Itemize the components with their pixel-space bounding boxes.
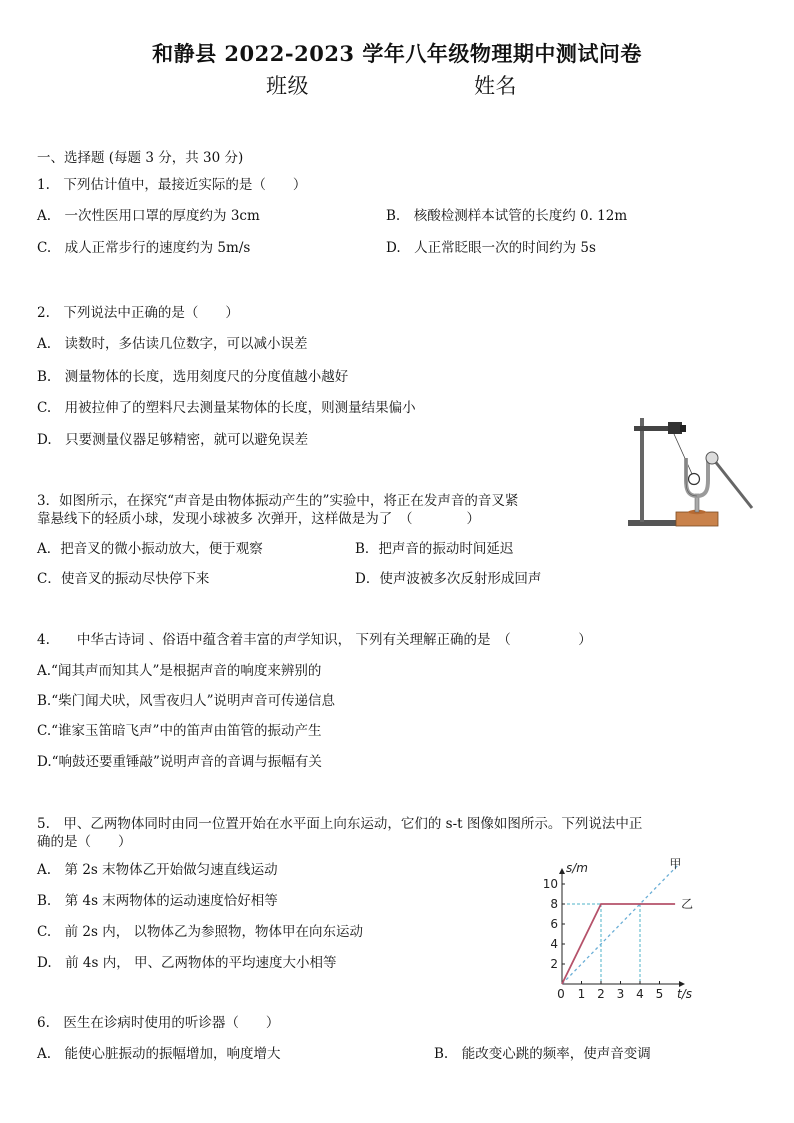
q3-stem-line1: 3．如图所示，在探究“声音是由物体振动产生的”实验中，将正在发声音的音叉紧 <box>37 493 519 509</box>
y-tick-label: 6 <box>550 917 558 931</box>
stand-clamp <box>668 422 682 434</box>
q6-option-a: A. 能使心脏振动的振幅增加，响度增大 <box>37 1046 281 1062</box>
q3-option-a: A．把音叉的微小振动放大，便于观察 <box>37 541 263 557</box>
q1-option-b: B. 核酸检测样本试管的长度约 0. 12m <box>386 208 628 224</box>
q2-option-a: A. 读数时，多估读几位数字，可以减小误差 <box>37 336 308 352</box>
name-label: 姓名 <box>474 74 517 98</box>
q1-option-d: D. 人正常眨眼一次的时间约为 5s <box>386 240 596 256</box>
y-axis-label: s/m <box>566 861 588 875</box>
q6-stem: 6. 医生在诊病时使用的听诊器（ ） <box>37 1015 280 1031</box>
x-tick-label: 5 <box>655 987 664 1001</box>
q5-option-b: B. 第 4s 末两物体的运动速度恰好相等 <box>37 893 278 909</box>
chart-series <box>562 864 679 984</box>
y-tick-label: 4 <box>550 937 558 951</box>
string <box>674 434 692 474</box>
chart-labels <box>543 857 693 1001</box>
x-axis-label: t/s <box>677 987 692 1001</box>
series-label-2: 乙 <box>681 897 694 911</box>
chart-axes <box>559 868 685 987</box>
q3-option-b: B．把声音的振动时间延迟 <box>355 541 514 557</box>
q5-stem-line1: 5. 甲、乙两物体同时由同一位置开始在水平面上向东运动，它们的 s-t 图像如图所示。下列说法中正 <box>37 816 643 832</box>
y-tick-label: 10 <box>542 877 558 891</box>
series-line-2 <box>562 904 675 984</box>
q4-stem: 4. 中华古诗词 、俗语中蕴含着丰富的声学知识， 下列有关理解正确的是 （ ） <box>37 632 592 648</box>
rubber-mallet <box>714 460 752 508</box>
q5-option-c: C. 前 2s 内， 以物体乙为参照物，物体甲在向东运动 <box>37 924 364 940</box>
tuning-fork-figure <box>626 400 758 536</box>
q5-option-a: A. 第 2s 末物体乙开始做匀速直线运动 <box>37 862 278 878</box>
x-tick-label: 2 <box>597 987 605 1001</box>
x-tick-label: 3 <box>616 987 625 1001</box>
q3-stem-line2: 靠悬线下的轻质小球，发现小球被多 次弹开，这样做是为了 （ ） <box>37 511 481 527</box>
s-t-chart <box>536 850 708 1010</box>
q3-option-d: D．使声波被多次反射形成回声 <box>355 571 542 587</box>
q3-option-c: C．使音叉的振动尽快停下来 <box>37 571 210 587</box>
q2-stem: 2. 下列说法中正确的是（ ） <box>37 305 239 321</box>
series-label-1: 甲 <box>669 857 682 871</box>
section-heading: 一、选择题 (每题 3 分，共 30 分) <box>37 150 244 166</box>
q4-option-d: D.“响鼓还要重锤敲”说明声音的音调与振幅有关 <box>37 754 322 770</box>
y-axis-arrow <box>559 868 565 874</box>
q4-option-c: C.“谁家玉笛暗飞声”中的笛声由笛管的振动产生 <box>37 723 322 739</box>
q4-option-b: B.“柴门闻犬吠，风雪夜归人”说明声音可传递信息 <box>37 693 336 709</box>
q1-stem: 1. 下列估计值中，最接近实际的是（ ） <box>37 177 307 193</box>
x-tick-label: 0 <box>557 987 565 1001</box>
stand-rod <box>640 418 644 522</box>
q5-option-d: D. 前 4s 内， 甲、乙两物体的平均速度大小相等 <box>37 955 337 971</box>
light-ball <box>689 474 700 485</box>
page-title: 和静县 2022-2023 学年八年级物理期中测试问卷 <box>152 41 642 66</box>
q4-option-a: A.“闻其声而知其人”是根据声音的响度来辨别的 <box>37 663 322 679</box>
class-label: 班级 <box>266 74 309 98</box>
q6-option-b: B. 能改变心跳的频率，使声音变调 <box>434 1046 651 1062</box>
x-tick-label: 4 <box>636 987 644 1001</box>
y-tick-label: 8 <box>550 897 558 911</box>
q2-option-d: D. 只要测量仪器足够精密，就可以避免误差 <box>37 432 309 448</box>
q2-option-b: B. 测量物体的长度，选用刻度尺的分度值越小越好 <box>37 369 349 385</box>
x-tick-label: 1 <box>577 987 586 1001</box>
series-line-1 <box>562 864 679 984</box>
q1-option-c: C. 成人正常步行的速度约为 5m/s <box>37 240 251 256</box>
q2-option-c: C. 用被拉伸了的塑料尺去测量某物体的长度，则测量结果偏小 <box>37 400 416 416</box>
q5-stem-line2: 确的是（ ） <box>37 834 132 850</box>
q1-option-a: A. 一次性医用口罩的厚度约为 3cm <box>37 208 260 224</box>
y-tick-label: 2 <box>550 957 558 971</box>
